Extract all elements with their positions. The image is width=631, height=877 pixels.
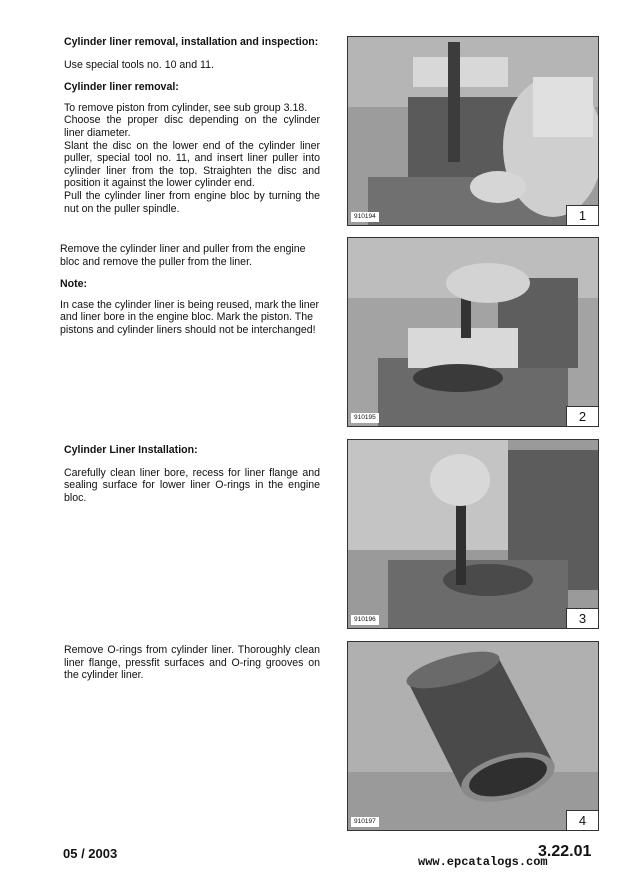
section-heading: Cylinder liner removal, installation and inspection: xyxy=(64,36,319,48)
figure-3-photo xyxy=(347,439,599,629)
figure-number: 2 xyxy=(566,406,598,426)
figure-number: 1 xyxy=(566,205,598,225)
section-1-text xyxy=(64,36,320,215)
figure-1-illustration xyxy=(348,37,598,225)
figure-code: 910196 xyxy=(351,615,379,625)
figure-4-illustration xyxy=(348,642,598,830)
tools-text: Use special tools no. 10 and 11. xyxy=(64,58,214,71)
oring-text: Remove O-rings from cylinder liner. Thoroughly clean liner flange, pressfit surfaces and O-ring grooves on the cylinder liner. xyxy=(64,644,320,682)
removal-line-4: Pull the cylinder liner from engine bloc by turning the nut on the puller spindle. xyxy=(64,189,320,215)
removal-line-3: Slant the disc on the lower end of the cylinder liner puller, special tool no. 11, and insert liner puller into cylinder liner from the top. Straighten the disc and position it against the lower cylinder end. xyxy=(64,139,320,190)
figure-3-illustration xyxy=(348,440,598,628)
installation-text: Carefully clean liner bore, recess for liner flange and sealing surface for lower liner O-rings in the engine bloc. xyxy=(64,466,320,504)
figure-4-photo xyxy=(347,641,599,831)
figure-number: 3 xyxy=(566,608,598,628)
remove-liner-text: Remove the cylinder liner and puller from the engine bloc and remove the puller from the liner. xyxy=(60,243,306,268)
note-text: In case the cylinder liner is being reused, mark the liner and liner bore in the engine bloc. Mark the piston. The pistons and cylinder liners should not be interchanged! xyxy=(60,298,320,336)
figure-1-photo xyxy=(347,36,599,226)
section-number: 3.22.01 xyxy=(538,843,592,860)
figure-number: 4 xyxy=(566,810,598,830)
section-3-text xyxy=(64,444,320,504)
removal-subheading: Cylinder liner removal: xyxy=(64,81,179,94)
removal-line-2: Choose the proper disc depending on the cylinder liner diameter. xyxy=(64,114,320,139)
footer-date: 05 / 2003 xyxy=(63,846,118,861)
figure-2-photo xyxy=(347,237,599,427)
note-label: Note: xyxy=(60,278,88,291)
removal-line-1: To remove piston from cylinder, see sub group 3.18. xyxy=(64,101,308,114)
installation-heading: Cylinder Liner Installation: xyxy=(64,444,198,456)
figure-code: 910197 xyxy=(351,817,379,827)
section-2-text xyxy=(60,243,322,337)
website-watermark: www.epcatalogs.com xyxy=(418,855,548,869)
figure-code: 910195 xyxy=(351,413,379,423)
section-4-text xyxy=(64,644,320,682)
figure-code: 910194 xyxy=(351,212,379,222)
figure-2-illustration xyxy=(348,238,598,426)
